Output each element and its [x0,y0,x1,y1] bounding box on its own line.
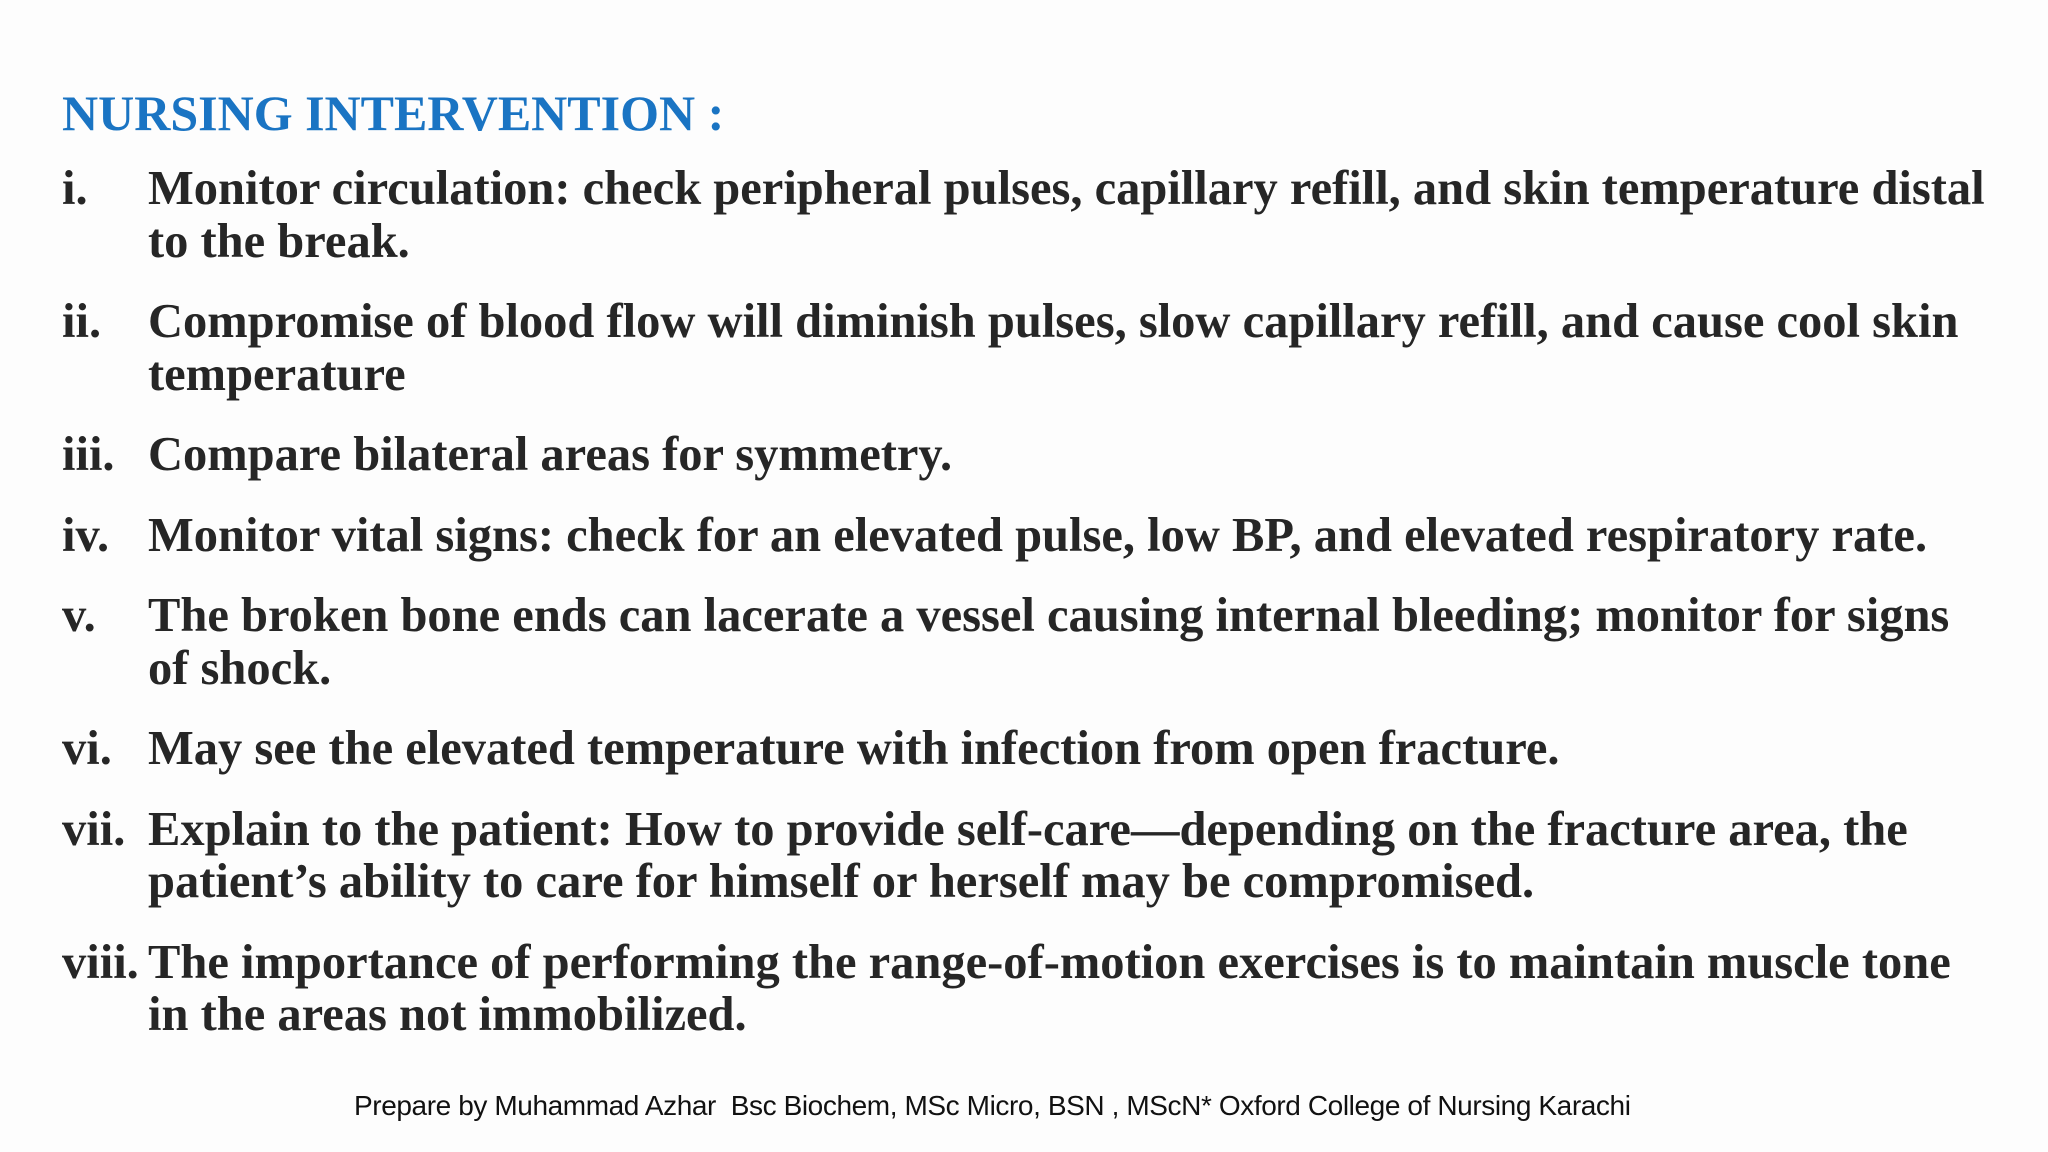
author-footer: Prepare by Muhammad Azhar Bsc Biochem, MSc Micro, BSN , MScN* Oxford College of Nursing Karachi [354,1090,1631,1121]
item-text: Monitor vital signs: check for an elevated pulse, low BP, and elevated respiratory rate. [148,508,1928,562]
item-number: vii. [62,802,126,856]
item-text: The importance of performing the range-of-motion exercises is to maintain muscle tone in the areas not immobilized. [148,935,1951,1041]
item-number: iv. [62,508,110,562]
list-item [62,510,1992,563]
item-text: May see the elevated temperature with infection from open fracture. [148,722,1560,775]
list-item [62,804,1992,909]
item-text: Monitor circulation: check peripheral pulses, capillary refill, and skin temperature distal to the break. [148,162,1985,268]
item-number: iii. [62,428,115,481]
item-text: The broken bone ends can lacerate a vessel causing internal bleeding; monitor for signs of shock. [148,589,1950,695]
item-text: Explain to the patient: How to provide self-care—depending on the fracture area, the patient’s ability to care for himself or herself may be compromised. [148,802,1908,908]
list-item [62,163,1992,268]
list-item [62,723,1992,776]
item-text: Compromise of blood flow will diminish pulses, slow capillary refill, and cause cool skin temperature [148,295,1959,401]
item-number: ii. [62,295,102,348]
item-number: viii. [62,935,139,989]
list-item [62,429,1992,482]
item-number: vi. [62,722,112,775]
item-text: Compare bilateral areas for symmetry. [148,428,953,481]
item-number: i. [62,162,88,215]
intervention-list [62,163,1992,1070]
list-item [62,296,1992,401]
list-item [62,590,1992,695]
slide-title: NURSING INTERVENTION : [62,85,725,141]
item-number: v. [62,589,96,642]
list-item [62,937,1992,1042]
